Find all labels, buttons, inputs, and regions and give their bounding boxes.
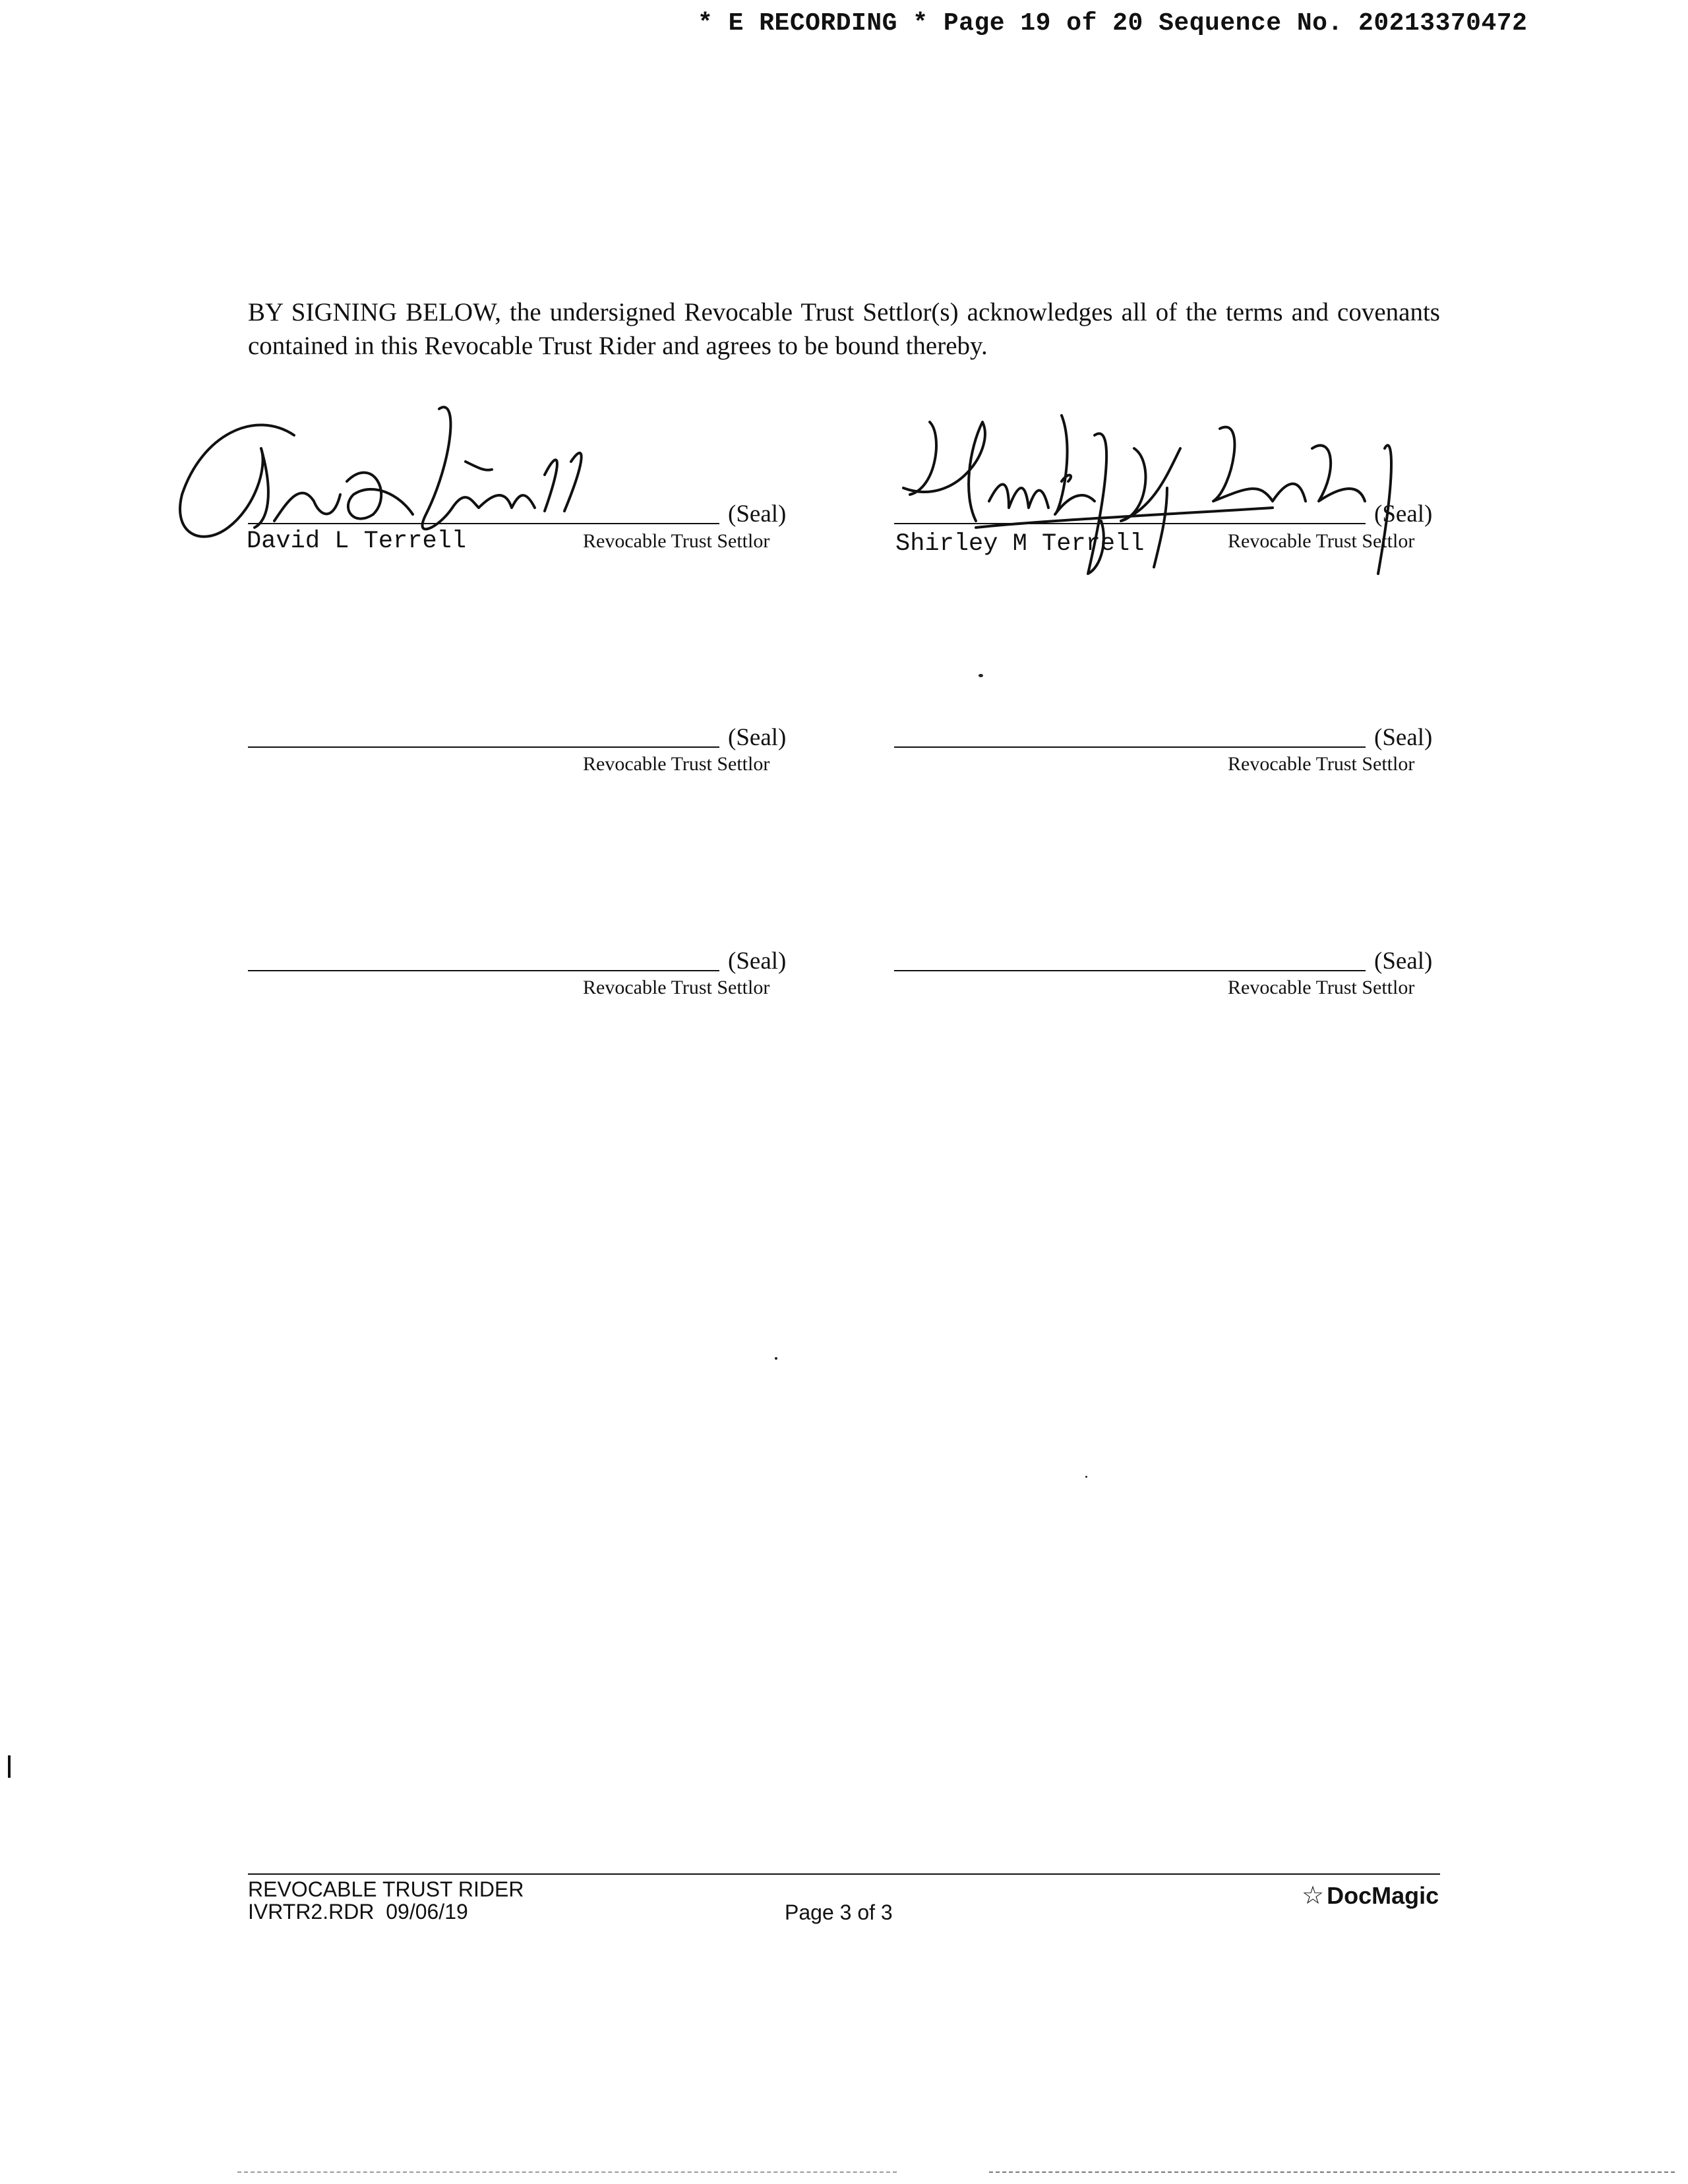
role-label: Revocable Trust Settlor bbox=[1228, 530, 1415, 552]
role-label: Revocable Trust Settlor bbox=[1228, 753, 1415, 775]
acknowledgment-paragraph: BY SIGNING BELOW, the undersigned Revocable Trust Settlor(s) acknowledges all of the terms and covenants contained in this Revocable Trust Rider and agrees to be bound thereby. bbox=[248, 298, 1440, 360]
scan-speck bbox=[775, 1357, 777, 1360]
signature-line bbox=[248, 970, 719, 971]
seal-label: (Seal) bbox=[1374, 948, 1433, 975]
brand-name: DocMagic bbox=[1327, 1882, 1439, 1909]
role-label: Revocable Trust Settlor bbox=[583, 977, 770, 998]
scan-speck bbox=[979, 674, 983, 677]
typed-name: David L Terrell bbox=[247, 528, 467, 555]
seal-label: (Seal) bbox=[728, 724, 787, 751]
seal-label: (Seal) bbox=[1374, 724, 1433, 751]
seal-label: (Seal) bbox=[728, 948, 787, 975]
form-title: REVOCABLE TRUST RIDER bbox=[248, 1877, 524, 1901]
seal-label: (Seal) bbox=[1374, 501, 1433, 528]
seal-label: (Seal) bbox=[728, 501, 787, 528]
form-code: IVRTR2.RDR 09/06/19 bbox=[248, 1900, 468, 1924]
star-icon: ☆ bbox=[1302, 1882, 1325, 1910]
docmagic-logo bbox=[1302, 1881, 1439, 1910]
role-label: Revocable Trust Settlor bbox=[1228, 977, 1415, 998]
scan-speck bbox=[1085, 1476, 1087, 1478]
scan-artifact bbox=[989, 2171, 1675, 2173]
signature-line bbox=[894, 523, 1366, 524]
page-number: Page 3 of 3 bbox=[785, 1900, 893, 1924]
scan-artifact bbox=[237, 2171, 897, 2173]
signature-line bbox=[894, 970, 1366, 971]
role-label: Revocable Trust Settlor bbox=[583, 530, 770, 552]
scan-mark bbox=[8, 1755, 11, 1778]
role-label: Revocable Trust Settlor bbox=[583, 753, 770, 775]
signature-line bbox=[248, 523, 719, 524]
signature-line bbox=[894, 746, 1366, 748]
footer-rule bbox=[248, 1873, 1440, 1875]
signature-line bbox=[248, 746, 719, 748]
typed-name: Shirley M Terrell bbox=[895, 530, 1145, 558]
recording-stamp: * E RECORDING * Page 19 of 20 Sequence No. 20213370472 bbox=[698, 9, 1528, 38]
